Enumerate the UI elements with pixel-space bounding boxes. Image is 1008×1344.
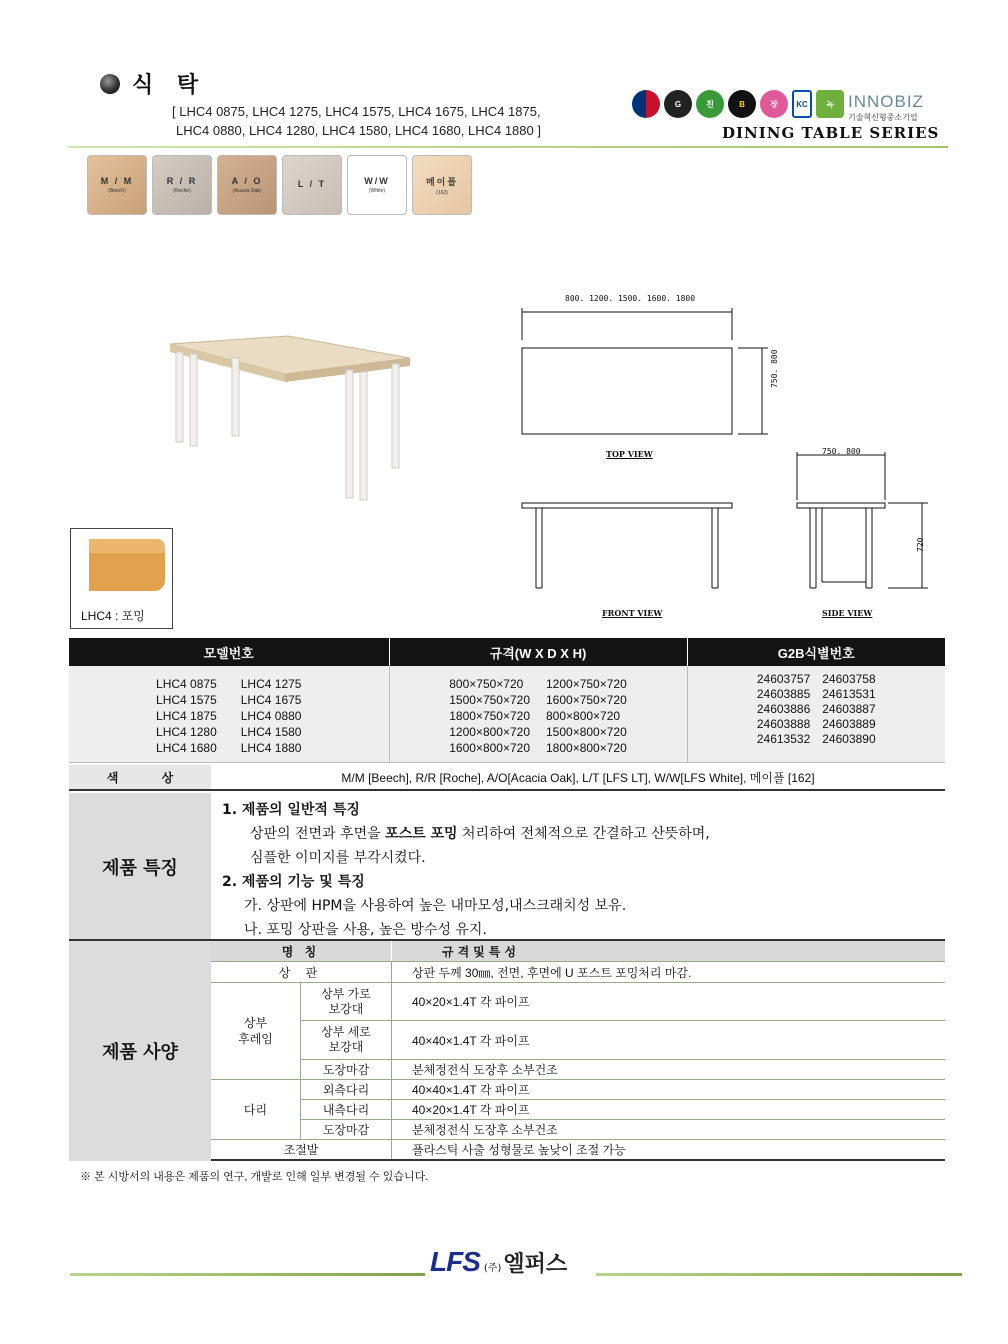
header-model: 모델번호 xyxy=(69,638,389,666)
features-line-2: 심플한 이미지를 부각시켰다. xyxy=(250,850,426,866)
gmark-icon: G xyxy=(664,90,692,118)
model-number: LHC4 1680 xyxy=(156,741,217,755)
title-row xyxy=(100,68,206,99)
eco-label-icon: 친 xyxy=(696,90,724,118)
spec-row-top xyxy=(211,962,945,983)
spec-header-row xyxy=(211,941,945,962)
swatch-lt xyxy=(282,155,342,215)
logo-ju: (주) xyxy=(483,1263,502,1274)
spec-leg-coat-name: 도장마감 xyxy=(322,1123,370,1137)
spec-leg-inner-name: 내측다리 xyxy=(322,1103,370,1117)
quality-mark-icon: B xyxy=(728,90,756,118)
footer-line-left xyxy=(70,1273,425,1276)
g2b-id: 24603886 xyxy=(756,702,811,716)
spec-leg-outer-value: 40×40×1.4T 각 파이프 xyxy=(391,1080,945,1099)
swatch-sub: (Roche) xyxy=(173,188,191,194)
g2b-id: 24603885 xyxy=(756,687,811,701)
g2b-id: 24603757 xyxy=(756,672,811,686)
spec-row-frame-vertical xyxy=(301,1021,945,1060)
color-value: M/M [Beech], R/R [Roche], A/O[Acacia Oak], L/T [LFS LT], W/W[LFS White], 메이플 [162] xyxy=(341,770,815,785)
model-number: LHC4 1575 xyxy=(156,693,217,707)
size-value: 1500×800×720 xyxy=(546,725,627,739)
features-line-4: 나. 포밍 상판을 사용, 높은 방수성 유지. xyxy=(244,922,487,938)
spec-frame-group: 상부 후레임 xyxy=(211,983,301,1080)
korea-mark-icon xyxy=(632,90,660,118)
disclaimer-note: ※ 본 시방서의 내용은 제품의 연구, 개발로 인해 일부 변경될 수 있습니다. xyxy=(80,1171,429,1183)
spec-frame-coat-value: 분체정전식 도장후 소부건조 xyxy=(391,1060,945,1079)
swatch-code: R / R xyxy=(166,176,198,186)
size-value: 1600×800×720 xyxy=(449,741,530,755)
model-list-line-2: LHC4 0880, LHC4 1280, LHC4 1580, LHC4 1680, LHC4 1880 ] xyxy=(176,123,541,138)
color-swatches xyxy=(87,155,472,215)
spec-leg-coat-value: 분체정전식 도장후 소부건조 xyxy=(391,1120,945,1139)
side-view-label: SIDE VIEW xyxy=(822,608,873,618)
spec-row-foot xyxy=(211,1140,945,1161)
height-dimension: 720 xyxy=(916,537,925,552)
g2b-id: 24613532 xyxy=(756,732,811,746)
color-row xyxy=(69,765,945,791)
features-text xyxy=(222,798,710,942)
swatch-code: L / T xyxy=(297,179,327,189)
swatch-sub: (Beech) xyxy=(108,188,126,194)
model-table xyxy=(69,638,945,763)
swatch-code: W/W xyxy=(364,176,390,186)
spec-row-frame-coating xyxy=(301,1060,945,1080)
swatch-code: M / M xyxy=(100,176,134,186)
features-line-1-pre: 상판의 전면과 후면을 xyxy=(250,826,386,842)
spec-row-leg-coating xyxy=(301,1120,945,1140)
top-depth-dimension: 750. 800 xyxy=(770,349,779,388)
spec-leg-group: 다리 xyxy=(211,1080,301,1140)
swatch-sub: (Acacia Oak) xyxy=(232,188,262,194)
g2b-id: 24603889 xyxy=(822,717,876,731)
table-product-image xyxy=(160,330,420,510)
features-line-1-bold: 포스트 포밍 xyxy=(385,826,458,842)
color-label: 색 상 xyxy=(69,765,211,789)
spec-leg-inner-value: 40×20×1.4T 각 파이프 xyxy=(391,1100,945,1119)
size-cell xyxy=(389,666,687,762)
model-number: LHC4 1875 xyxy=(156,709,217,723)
g2b-id: 24603887 xyxy=(822,702,876,716)
spec-frame-h-value: 40×20×1.4T 각 파이프 xyxy=(391,983,945,1020)
logo-lfs: LFS xyxy=(430,1246,480,1277)
size-value: 800×750×720 xyxy=(449,677,524,691)
spec-label: 제품 사양 xyxy=(69,941,211,1161)
model-number: LHC4 0875 xyxy=(156,677,217,691)
g2b-id: 24603888 xyxy=(756,717,811,731)
model-number: LHC4 1880 xyxy=(240,741,302,755)
spec-row-leg-outer xyxy=(301,1080,945,1100)
spec-header-spec: 규격및특성 xyxy=(391,941,945,961)
swatch-code: A / O xyxy=(231,176,263,186)
model-list-line-1: [ LHC4 0875, LHC4 1275, LHC4 1575, LHC4 1675, LHC4 1875, xyxy=(172,104,541,119)
features-line-1 xyxy=(222,822,710,846)
model-number: LHC4 1675 xyxy=(240,693,302,707)
size-value: 1500×750×720 xyxy=(449,693,530,707)
model-number: LHC4 1580 xyxy=(240,725,302,739)
technical-drawing xyxy=(510,300,950,630)
size-value: 1800×750×720 xyxy=(449,709,530,723)
header-g2b: G2B식별번호 xyxy=(687,638,945,666)
features-heading-2: 2. 제품의 기능 및 특징 xyxy=(222,874,365,890)
g2b-id: 24613531 xyxy=(822,687,876,701)
posting-sample xyxy=(70,528,173,629)
swatch-mm xyxy=(87,155,147,215)
size-value: 1200×750×720 xyxy=(546,677,627,691)
spec-row-leg-inner xyxy=(301,1100,945,1120)
swatch-sub: (162) xyxy=(436,189,448,196)
features-heading-1: 1. 제품의 일반적 특징 xyxy=(222,802,360,818)
spec-frame-v-value: 40×40×1.4T 각 파이프 xyxy=(391,1021,945,1059)
spec-header-name: 명 칭 xyxy=(281,944,321,959)
series-title: DINING TABLE SERIES xyxy=(722,124,940,142)
size-value: 1200×800×720 xyxy=(449,725,530,739)
logo-korean: 엘퍼스 xyxy=(503,1252,568,1277)
header-size: 규격(W X D X H) xyxy=(389,638,687,666)
features-line-3: 가. 상판에 HPM을 사용하여 높은 내마모성,내스크래치성 보유. xyxy=(244,898,627,914)
side-width-dimension: 750. 800 xyxy=(822,447,861,456)
swatch-sub: (White) xyxy=(368,188,386,194)
spec-frame-coat-name: 도장마감 xyxy=(322,1063,370,1077)
innobiz-subtext: 기술혁신형중소기업 xyxy=(848,113,918,122)
spec-foot-name: 조절발 xyxy=(283,1143,319,1157)
posting-label: LHC4 : 포밍 xyxy=(81,609,145,623)
page-title: 식 탁 xyxy=(132,73,207,98)
spec-leg-outer-name: 외측다리 xyxy=(322,1083,370,1097)
green-product-icon: 녹 xyxy=(816,90,844,118)
swatch-ao xyxy=(217,155,277,215)
innobiz-text: INNOBIZ xyxy=(848,92,924,111)
disabled-enterprise-icon: 장 xyxy=(760,90,788,118)
footer-line-right xyxy=(596,1273,962,1276)
size-value: 800×800×720 xyxy=(546,709,621,723)
features-label: 제품 특징 xyxy=(69,793,211,940)
top-view-label: TOP VIEW xyxy=(606,449,653,459)
posting-edge-image xyxy=(71,533,172,603)
swatch-ww xyxy=(347,155,407,215)
swatch-code: 메이플 xyxy=(425,176,459,187)
model-number: LHC4 1280 xyxy=(156,725,217,739)
innobiz-logo xyxy=(848,92,924,123)
spec-row-frame-horizontal xyxy=(301,983,945,1021)
spec-top-name: 상 판 xyxy=(278,965,324,980)
spec-frame-v-name: 상부 세로 보강대 xyxy=(321,1025,371,1054)
bullet-icon xyxy=(100,74,120,94)
spec-foot-value: 플라스틱 사출 성형물로 높낮이 조절 가능 xyxy=(391,1140,945,1159)
swatch-rr xyxy=(152,155,212,215)
model-number: LHC4 1275 xyxy=(240,677,302,691)
kc-mark-icon: KC xyxy=(792,90,812,118)
top-width-dimension: 800. 1200. 1500. 1600. 1800 xyxy=(565,294,696,303)
model-number: LHC4 0880 xyxy=(240,709,302,723)
g2b-id: 24603758 xyxy=(822,672,876,686)
model-cell xyxy=(69,666,389,762)
front-view-label: FRONT VIEW xyxy=(602,608,663,618)
size-value: 1800×800×720 xyxy=(546,741,627,755)
g2b-cell xyxy=(687,666,945,762)
company-logo xyxy=(430,1246,567,1278)
header-divider xyxy=(68,146,948,148)
features-line-1-post: 처리하여 전체적으로 간결하고 산뜻하며, xyxy=(457,826,710,842)
g2b-id: 24603890 xyxy=(822,732,876,746)
swatch-maple xyxy=(412,155,472,215)
size-value: 1600×750×720 xyxy=(546,693,627,707)
certification-icons xyxy=(632,90,844,118)
spec-frame-h-name: 상부 가로 보강대 xyxy=(321,986,371,1016)
spec-top-value: 상판 두께 30㎜, 전면, 후면에 U 포스트 포밍처리 마감. xyxy=(391,962,945,982)
